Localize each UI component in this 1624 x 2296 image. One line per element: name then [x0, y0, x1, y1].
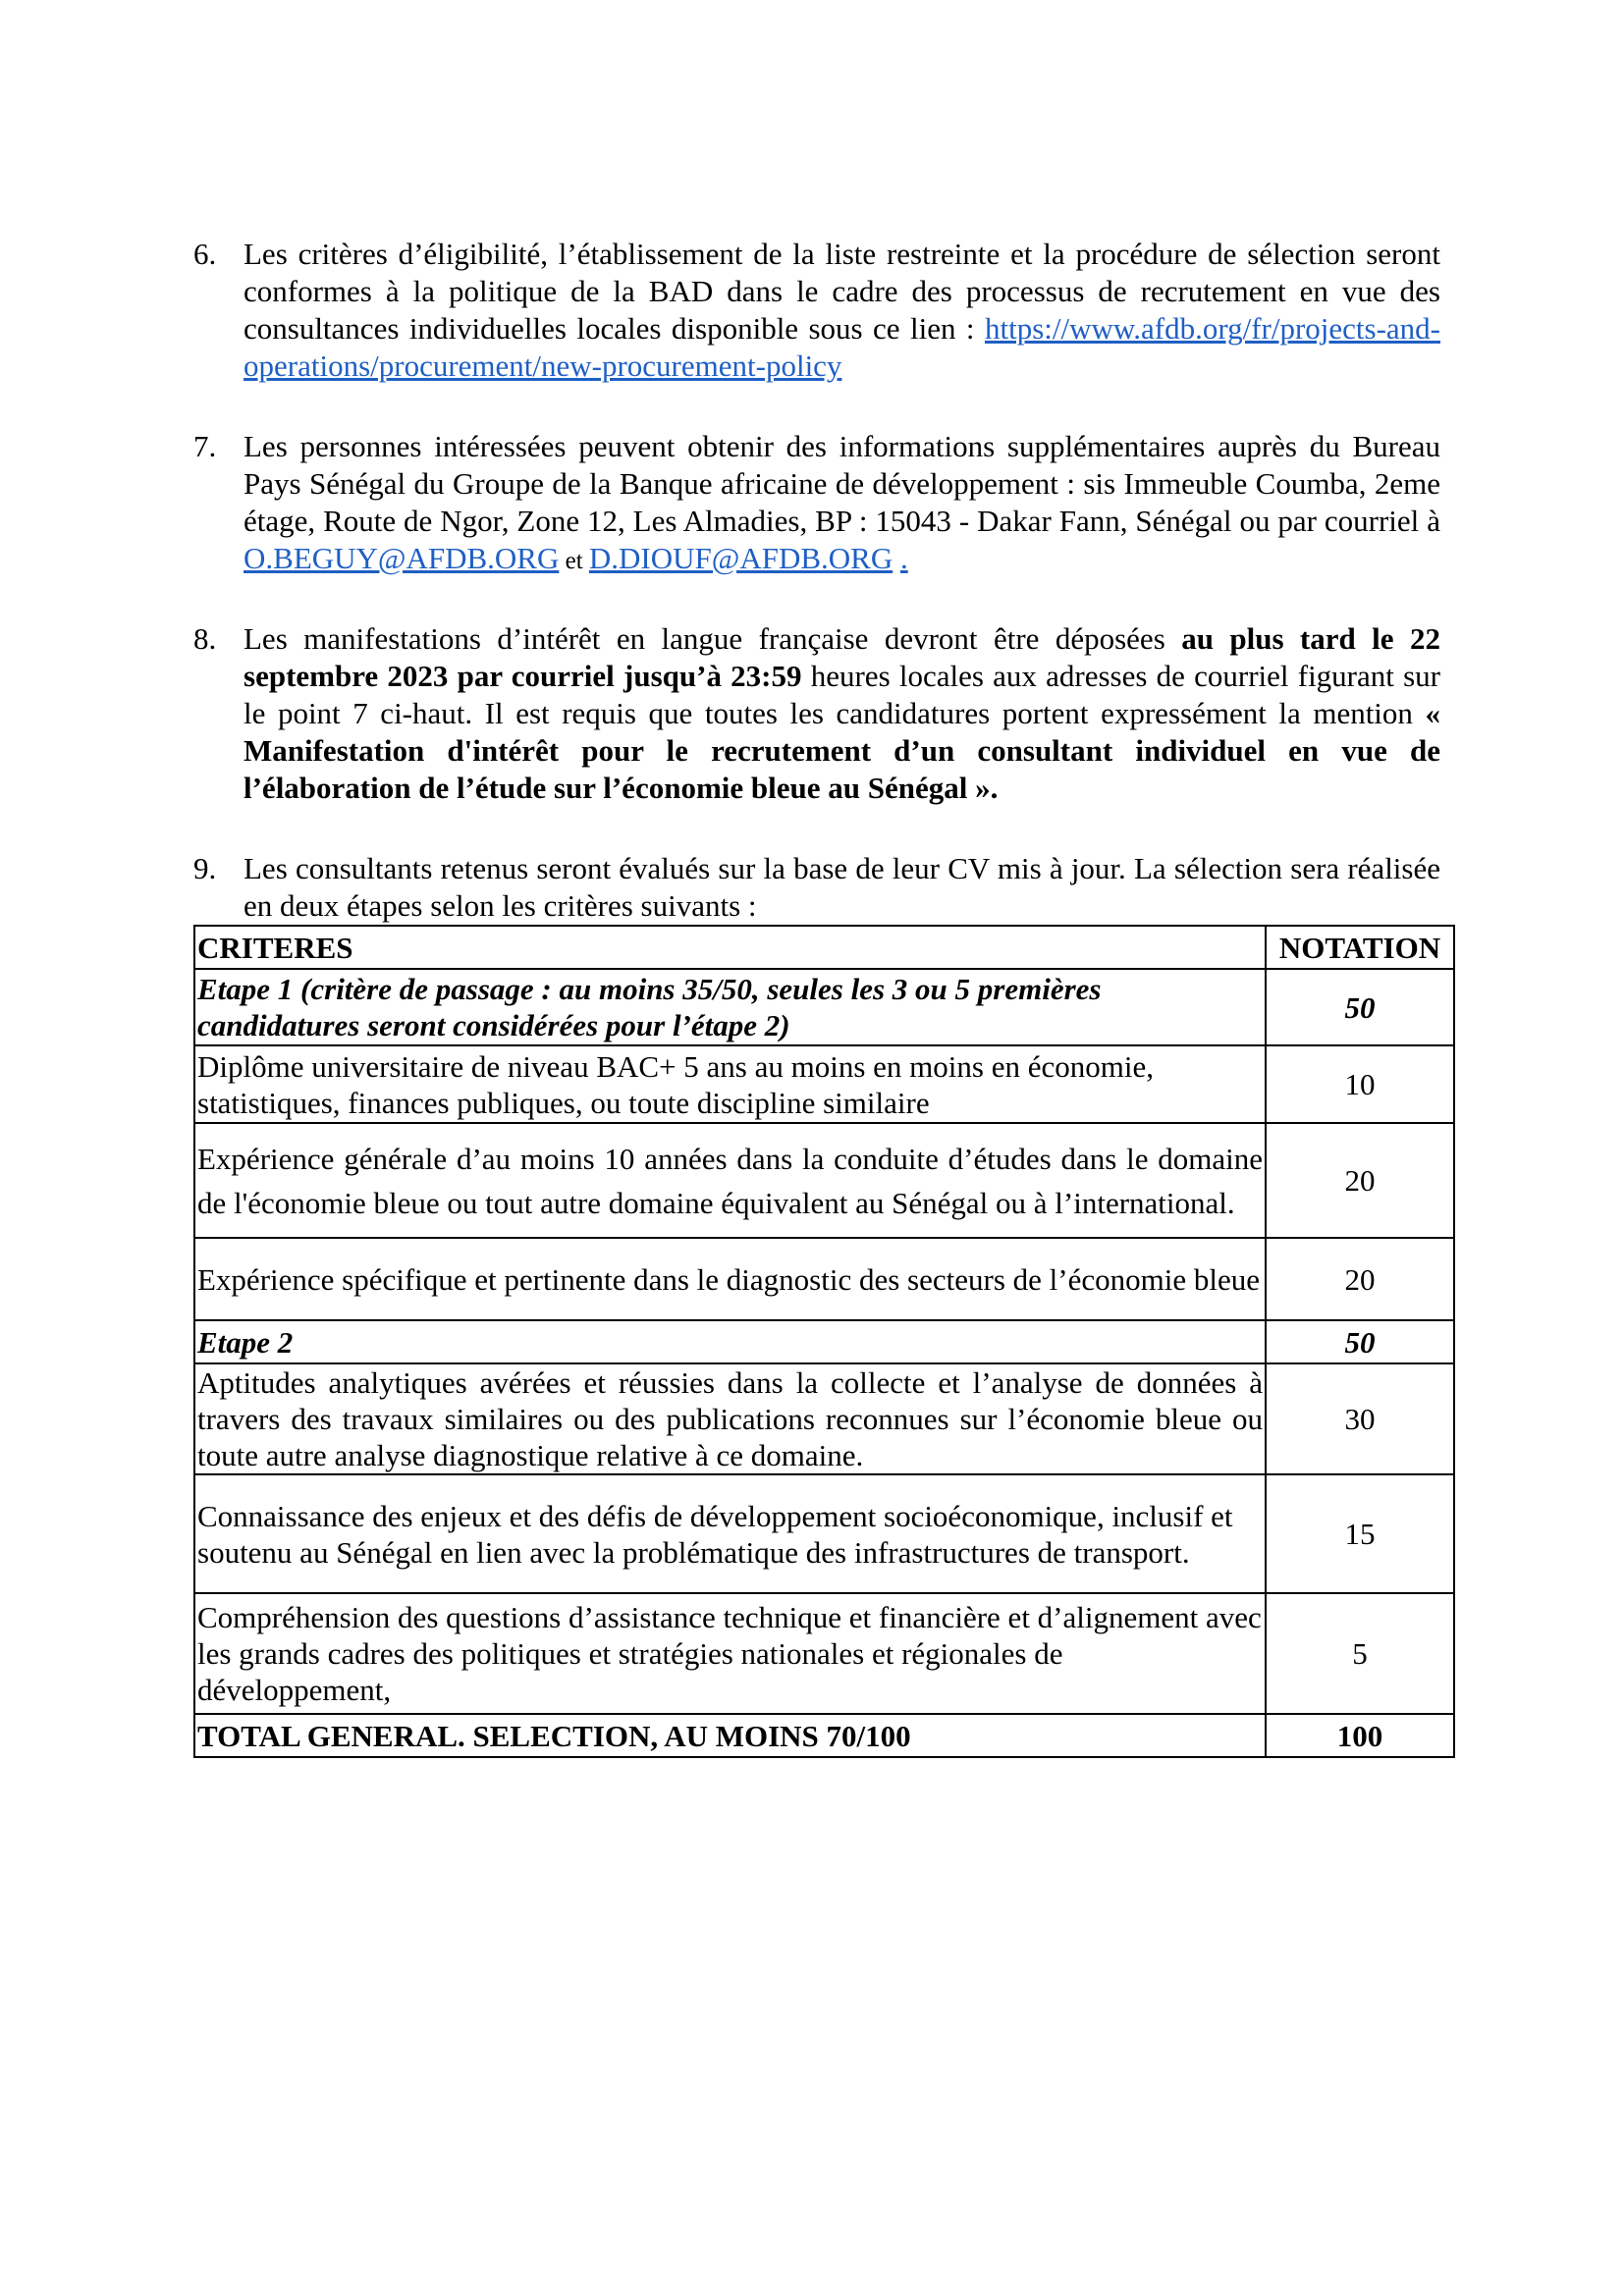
- total-row: [194, 1714, 1454, 1757]
- deadline-intro: Les manifestations d’intérêt en langue française devront être déposées: [244, 621, 1182, 656]
- item-number: 6.: [193, 237, 217, 271]
- criterion-score: 30: [1266, 1363, 1454, 1474]
- criterion-text: Compréhension des questions d’assistance technique et financière et d’alignement avec les grands cadres des politiques et stratégies nationales et régionales de développement,: [194, 1593, 1266, 1714]
- header-score: NOTATION: [1266, 926, 1454, 969]
- criterion-text: Aptitudes analytiques avérées et réussies dans la collecte et l’analyse de données à travers des travaux similaires ou des publications reconnues sur l’économie bleue ou toute autre analyse diagnostique relative à ce domaine.: [194, 1363, 1266, 1474]
- table-row: [194, 1474, 1454, 1593]
- item-text: [244, 428, 1440, 580]
- item-number: 7.: [193, 429, 217, 463]
- stage-2-score: 50: [1266, 1320, 1454, 1363]
- evaluation-criteria-table: [193, 925, 1455, 1758]
- criterion-score: 5: [1266, 1593, 1454, 1714]
- total-score: 100: [1266, 1714, 1454, 1757]
- email-link-beguy[interactable]: O.BEGUY@AFDB.ORG: [244, 541, 560, 575]
- table-row: [194, 1238, 1454, 1320]
- stage-2-label: Etape 2: [194, 1320, 1266, 1363]
- item-text: [244, 620, 1440, 807]
- criterion-score: 20: [1266, 1123, 1454, 1238]
- stage-2-row: [194, 1320, 1454, 1363]
- criterion-text: Expérience spécifique et pertinente dans le diagnostic des secteurs de l’économie bleue: [194, 1238, 1266, 1320]
- email-link-diouf[interactable]: D.DIOUF@AFDB.ORG: [588, 541, 893, 575]
- email-connector: et: [559, 548, 589, 574]
- header-criteria: CRITERES: [194, 926, 1266, 969]
- criterion-text: Connaissance des enjeux et des défis de développement socioéconomique, inclusif et soutenu au Sénégal en lien avec la problématique des infrastructures de transport.: [194, 1474, 1266, 1593]
- item-number: 9.: [193, 851, 217, 885]
- table-row: [194, 1045, 1454, 1123]
- table-row: [194, 1363, 1454, 1474]
- list-item-6: [193, 236, 1440, 385]
- table-row: [194, 1123, 1454, 1238]
- criterion-score: 10: [1266, 1045, 1454, 1123]
- total-label: TOTAL GENERAL. SELECTION, AU MOINS 70/100: [194, 1714, 1266, 1757]
- list-item-9: [193, 850, 1440, 925]
- item-number: 8.: [193, 621, 217, 656]
- list-item-8: [193, 620, 1440, 807]
- trailing-period: .: [899, 541, 908, 575]
- item-text-before-link: Les critères d’éligibilité, l’établissement de la liste restreinte et la procédure de sélection seront conformes à la politique de la BAD dans le cadre des processus de recrutement en vue des consultances individuelles locales disponible sous ce lien :: [244, 237, 1440, 346]
- application-mention: « Manifestation d'intérêt pour le recrutement d’un consultant individuel en vue de l’élaboration de l’étude sur l’économie bleue au Sénégal ».: [244, 696, 1440, 805]
- procurement-policy-link[interactable]: https://www.afdb.org/fr/projects-and-operations/procurement/new-procurement-policy: [244, 311, 1440, 383]
- item-text: [244, 236, 1440, 385]
- stage-1-row: [194, 969, 1454, 1045]
- criterion-text: Diplôme universitaire de niveau BAC+ 5 ans au moins en moins en économie, statistiques, finances publiques, ou toute discipline similaire: [194, 1045, 1266, 1123]
- criterion-score: 20: [1266, 1238, 1454, 1320]
- deadline-date: au plus tard le 22 septembre 2023 par courriel jusqu’à 23:59: [244, 621, 1440, 693]
- table-header-row: [194, 926, 1454, 969]
- criterion-score: 15: [1266, 1474, 1454, 1593]
- item-text: Les consultants retenus seront évalués sur la base de leur CV mis à jour. La sélection sera réalisée en deux étapes selon les critères suivants :: [244, 851, 1440, 923]
- criterion-text: Expérience générale d’au moins 10 années dans la conduite d’études dans le domaine de l'économie bleue ou tout autre domaine équivalent au Sénégal ou à l’international.: [194, 1123, 1266, 1238]
- deadline-details: heures locales aux adresses de courriel figurant sur le point 7 ci-haut. Il est requis que toutes les candidatures portent expressément la mention: [244, 659, 1440, 730]
- stage-1-label: Etape 1 (critère de passage : au moins 35/50, seules les 3 ou 5 premières candidatures seront considérées pour l’étape 2): [194, 969, 1266, 1045]
- list-item-7: [193, 428, 1440, 580]
- table-row: [194, 1593, 1454, 1714]
- stage-1-score: 50: [1266, 969, 1454, 1045]
- contact-text: Les personnes intéressées peuvent obtenir des informations supplémentaires auprès du Bureau Pays Sénégal du Groupe de la Banque africaine de développement : sis Immeuble Coumba, 2eme étage, Route de Ngor, Zone 12, Les Almadies, BP : 15043 - Dakar Fann, Sénégal ou par courriel à: [244, 429, 1440, 538]
